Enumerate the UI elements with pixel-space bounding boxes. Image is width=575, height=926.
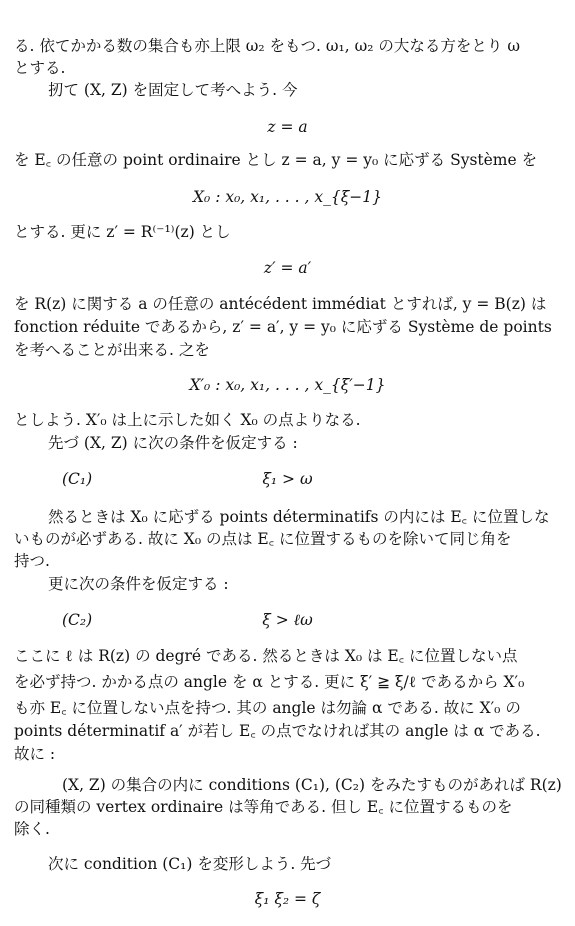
paragraph-line: fonction réduite であるから, z′ = a′, y = y₀ に応ずる Système de points — [14, 318, 552, 336]
paragraph-line: を R(z) に関する a の任意の antécédent immédiat とすれば, y = B(z) は — [14, 295, 547, 313]
paragraph-line: としよう. X′₀ は上に示した如く X₀ の点よりなる. — [14, 411, 361, 429]
display-equation: z′ = a′ — [263, 259, 312, 277]
paragraph-line: 故に : — [14, 745, 56, 763]
paragraph-line: とする. — [14, 59, 66, 77]
paragraph-line: 次に condition (C₁) を変形しよう. 先づ — [48, 855, 332, 873]
paragraph-line: (X, Z) の集合の内に conditions (C₁), (C₂) をみたすものがあれば R(z) — [62, 776, 562, 794]
paragraph-line: ここに ℓ は R(z) の degré である. 然るときは X₀ は E꜀ に位置しない点 — [14, 647, 518, 665]
condition-equation: ξ₁ > ω — [262, 470, 313, 488]
paragraph-line: 然るときは X₀ に応ずる points déterminatifs の内には E꜀ に位置しな — [48, 508, 550, 526]
display-equation: ξ₁ ξ₂ = ζ — [254, 890, 321, 908]
condition-label: (C₁) — [62, 470, 93, 488]
paragraph-line: 持つ. — [14, 552, 50, 570]
paragraph-line: 先づ (X, Z) に次の条件を仮定する : — [48, 434, 298, 452]
paragraph-line: を考へることが出来る. 之を — [14, 341, 210, 359]
paragraph-line: points déterminatif a′ が若し E꜀ の点でなければ其の angle は α である. — [14, 722, 541, 740]
condition-equation: ξ > ℓω — [262, 611, 313, 629]
condition-label: (C₂) — [62, 611, 93, 629]
display-equation: X₀ : x₀, x₁, . . . , x_{ξ−1} — [193, 188, 382, 206]
paragraph-line: いものが必ずある. 故に X₀ の点は E꜀ に位置するものを除いて同じ角を — [14, 530, 512, 548]
paragraph-line: とする. 更に z′ = R⁽⁻¹⁾(z) とし — [14, 223, 231, 241]
paragraph-line: を必ず持つ. かかる点の angle を α とする. 更に ξ′ ≧ ξ/ℓ であるから X′₀ — [14, 673, 525, 691]
display-equation: X′₀ : x₀, x₁, . . . , x_{ξ′−1} — [189, 376, 386, 394]
paragraph-line: 除く. — [14, 820, 50, 838]
display-equation: z = a — [267, 118, 308, 136]
paragraph-line: 更に次の条件を仮定する : — [48, 575, 229, 593]
paragraph-line: る. 依てかかる数の集合も亦上限 ω₂ をもつ. ω₁, ω₂ の大なる方をとり ω — [14, 37, 520, 55]
paragraph-line: を E꜀ の任意の point ordinaire とし z = a, y = y₀ に応ずる Système を — [14, 151, 538, 169]
paragraph-line: も亦 E꜀ に位置しない点を持つ. 其の angle は勿論 α である. 故に X′₀ の — [14, 699, 521, 717]
paragraph-line: の同種類の vertex ordinaire は等角である. 但し E꜀ に位置するものを — [14, 798, 513, 816]
paragraph-line: 扨て (X, Z) を固定して考へよう. 今 — [48, 81, 298, 99]
